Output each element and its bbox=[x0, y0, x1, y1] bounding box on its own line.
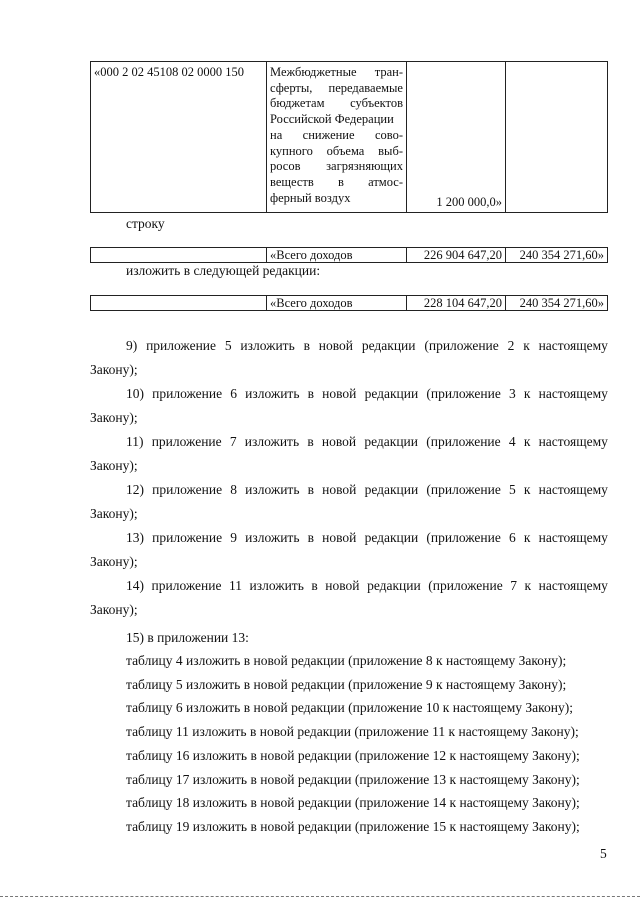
name-line bbox=[270, 159, 403, 175]
item-word: 9) bbox=[126, 338, 138, 353]
item-word: (приложение bbox=[424, 338, 499, 353]
amendment-item-continuation: Закону); bbox=[90, 362, 138, 377]
name-word: на bbox=[270, 127, 283, 142]
item-word: 7 bbox=[229, 434, 237, 449]
item-word: приложение bbox=[146, 338, 217, 353]
item-word: в bbox=[307, 386, 315, 401]
item-word: редакции bbox=[367, 578, 421, 593]
label-edit: изложить в следующей редакции: bbox=[126, 263, 321, 278]
item-word: изложить bbox=[244, 434, 300, 449]
name-word: объема bbox=[326, 143, 365, 158]
name-word: веществ bbox=[270, 174, 314, 189]
name-line bbox=[270, 112, 403, 128]
item-word: изложить bbox=[249, 578, 304, 593]
item-word: в bbox=[307, 482, 315, 497]
item-word: к bbox=[523, 386, 531, 401]
item-word: 6 bbox=[230, 386, 237, 401]
value-cell-2 bbox=[506, 62, 607, 212]
amendment-item-continuation: Закону); bbox=[90, 506, 138, 521]
amendment-item-line bbox=[126, 434, 608, 450]
table-amendment-line: таблицу 4 изложить в новой редакции (приложение 8 к настоящему Закону); bbox=[126, 653, 567, 668]
item-word: 11 bbox=[229, 578, 242, 593]
item-word: 4 bbox=[508, 434, 516, 449]
item-word: 6 bbox=[508, 530, 516, 545]
item-word: изложить bbox=[245, 386, 300, 401]
total-income-value-2: 240 354 271,60» bbox=[519, 296, 604, 310]
table-amendment-line: таблицу 18 изложить в новой редакции (приложение 14 к настоящему Закону); bbox=[126, 795, 580, 811]
item-word: новой bbox=[321, 434, 357, 449]
name-word: Российской Федерации bbox=[270, 112, 394, 127]
amendment-item-line bbox=[126, 338, 608, 354]
item-word: 13) bbox=[126, 530, 144, 545]
name-line bbox=[270, 128, 403, 144]
item-word: приложение bbox=[152, 386, 223, 401]
amendment-item-line bbox=[126, 530, 608, 546]
item-word: приложение bbox=[151, 434, 222, 449]
item-word: в bbox=[307, 434, 314, 449]
name-line bbox=[270, 96, 403, 112]
value-1-text: 1 200 000,0» bbox=[436, 195, 502, 209]
budget-transfer-table bbox=[90, 61, 608, 213]
table-amendment-line: таблицу 17 изложить в новой редакции (приложение 13 к настоящему Закону); bbox=[126, 771, 580, 787]
revenue-code-cell: «000 2 02 45108 02 0000 150 bbox=[91, 62, 267, 212]
page-number: 5 bbox=[600, 846, 607, 861]
name-word: тран- bbox=[374, 65, 403, 79]
item-word: 12) bbox=[126, 482, 144, 497]
amendment-item-continuation: Закону); bbox=[90, 458, 138, 473]
item-word: к bbox=[523, 530, 531, 545]
amendment-item-continuation: Закону); bbox=[90, 602, 138, 617]
item-word: настоящему bbox=[538, 530, 608, 545]
value-cell-1 bbox=[407, 62, 506, 212]
name-word: передаваемые bbox=[328, 80, 403, 95]
item-word: в bbox=[307, 530, 315, 545]
item-word: 10) bbox=[126, 386, 144, 401]
table-amendment-line: таблицу 6 изложить в новой редакции (приложение 10 к настоящему Закону); bbox=[126, 700, 574, 716]
item-word: 9 bbox=[230, 530, 237, 545]
item-word: в bbox=[303, 338, 310, 353]
total-income-label: «Всего доходов bbox=[267, 296, 407, 310]
item-word: настоящему bbox=[538, 482, 608, 497]
name-line bbox=[270, 144, 403, 160]
name-word: бюджетам bbox=[270, 96, 325, 111]
item-word: приложение bbox=[151, 578, 222, 593]
item-word: к bbox=[523, 434, 531, 449]
table-amendment-line: таблицу 19 изложить в новой редакции (приложение 15 к настоящему Закону); bbox=[126, 818, 580, 834]
amendment-item-line bbox=[126, 386, 608, 402]
table-amendment-line: таблицу 11 изложить в новой редакции (приложение 11 к настоящему Закону); bbox=[126, 724, 579, 740]
total-income-value-2: 240 354 271,60» bbox=[519, 248, 604, 262]
total-income-value-1: 228 104 647,20 bbox=[407, 296, 506, 310]
item-word: 8 bbox=[230, 482, 237, 497]
total-income-label: «Всего доходов bbox=[267, 248, 407, 262]
empty-cell bbox=[91, 296, 267, 310]
amendment-item-line bbox=[126, 482, 608, 498]
amendment-item-line bbox=[126, 578, 608, 594]
name-word: снижение bbox=[302, 127, 355, 142]
table-amendment-line: таблицу 16 изложить в новой редакции (приложение 12 к настоящему Закону); bbox=[126, 747, 580, 763]
item-word: к bbox=[523, 482, 531, 497]
total-income-new-row bbox=[90, 295, 608, 311]
item-word: настоящему bbox=[538, 578, 608, 593]
item-word: редакции bbox=[364, 482, 419, 497]
item-word: к bbox=[524, 578, 532, 593]
item-word: новой bbox=[318, 338, 354, 353]
name-word: сферты, bbox=[270, 80, 313, 95]
item-word: новой bbox=[322, 386, 357, 401]
page-bottom-rule bbox=[0, 896, 640, 897]
item-word: редакции bbox=[364, 530, 419, 545]
item-word: приложение bbox=[152, 530, 223, 545]
name-line bbox=[270, 81, 403, 97]
total-income-value-1: 226 904 647,20 bbox=[407, 248, 506, 262]
name-word: загрязняющих bbox=[326, 159, 403, 174]
item-word: (приложение bbox=[426, 482, 501, 497]
item-word: (приложение bbox=[426, 386, 501, 401]
name-word: Межбюджетные bbox=[270, 65, 357, 79]
name-word: ферный воздух bbox=[270, 190, 351, 205]
item-word: 2 bbox=[507, 338, 515, 353]
item-15-heading: 15) в приложении 13: bbox=[126, 630, 249, 645]
item-word: 3 bbox=[508, 386, 516, 401]
name-word: выб- bbox=[378, 143, 403, 158]
item-word: 5 bbox=[224, 338, 232, 353]
name-line bbox=[270, 65, 403, 81]
item-word: (приложение bbox=[426, 434, 501, 449]
item-word: (приложение bbox=[428, 578, 503, 593]
item-word: настоящему bbox=[538, 386, 608, 401]
item-word: к bbox=[523, 338, 530, 353]
item-word: (приложение bbox=[426, 530, 501, 545]
item-word: 14) bbox=[126, 578, 144, 593]
item-word: новой bbox=[322, 482, 357, 497]
name-word: субъектов bbox=[350, 96, 403, 111]
name-word: сово- bbox=[374, 127, 403, 142]
item-word: 7 bbox=[510, 578, 517, 593]
item-word: настоящему bbox=[538, 338, 608, 353]
name-word: купного bbox=[270, 143, 313, 158]
item-word: редакции bbox=[364, 386, 419, 401]
item-word: изложить bbox=[245, 530, 300, 545]
name-line bbox=[270, 191, 403, 207]
item-word: новой bbox=[322, 530, 357, 545]
item-word: изложить bbox=[245, 482, 300, 497]
item-word: 11) bbox=[126, 434, 144, 449]
amendment-item-continuation: Закону); bbox=[90, 410, 138, 425]
name-word: в bbox=[338, 174, 344, 189]
name-word: атмос- bbox=[368, 174, 403, 189]
name-word: росов bbox=[270, 159, 301, 174]
item-word: редакции bbox=[364, 434, 419, 449]
item-word: новой bbox=[325, 578, 360, 593]
table-amendment-line: таблицу 5 изложить в новой редакции (приложение 9 к настоящему Закону); bbox=[126, 676, 567, 692]
item-word: приложение bbox=[152, 482, 223, 497]
item-word: 5 bbox=[508, 482, 516, 497]
amendment-item-continuation: Закону); bbox=[90, 554, 138, 569]
total-income-old-row bbox=[90, 247, 608, 263]
item-word: редакции bbox=[361, 338, 416, 353]
item-word: в bbox=[311, 578, 318, 593]
empty-cell bbox=[91, 248, 267, 262]
revenue-name-cell bbox=[267, 62, 407, 212]
name-line bbox=[270, 175, 403, 191]
item-word: изложить bbox=[240, 338, 295, 353]
label-row: строку bbox=[126, 216, 165, 231]
item-word: настоящему bbox=[538, 434, 608, 449]
